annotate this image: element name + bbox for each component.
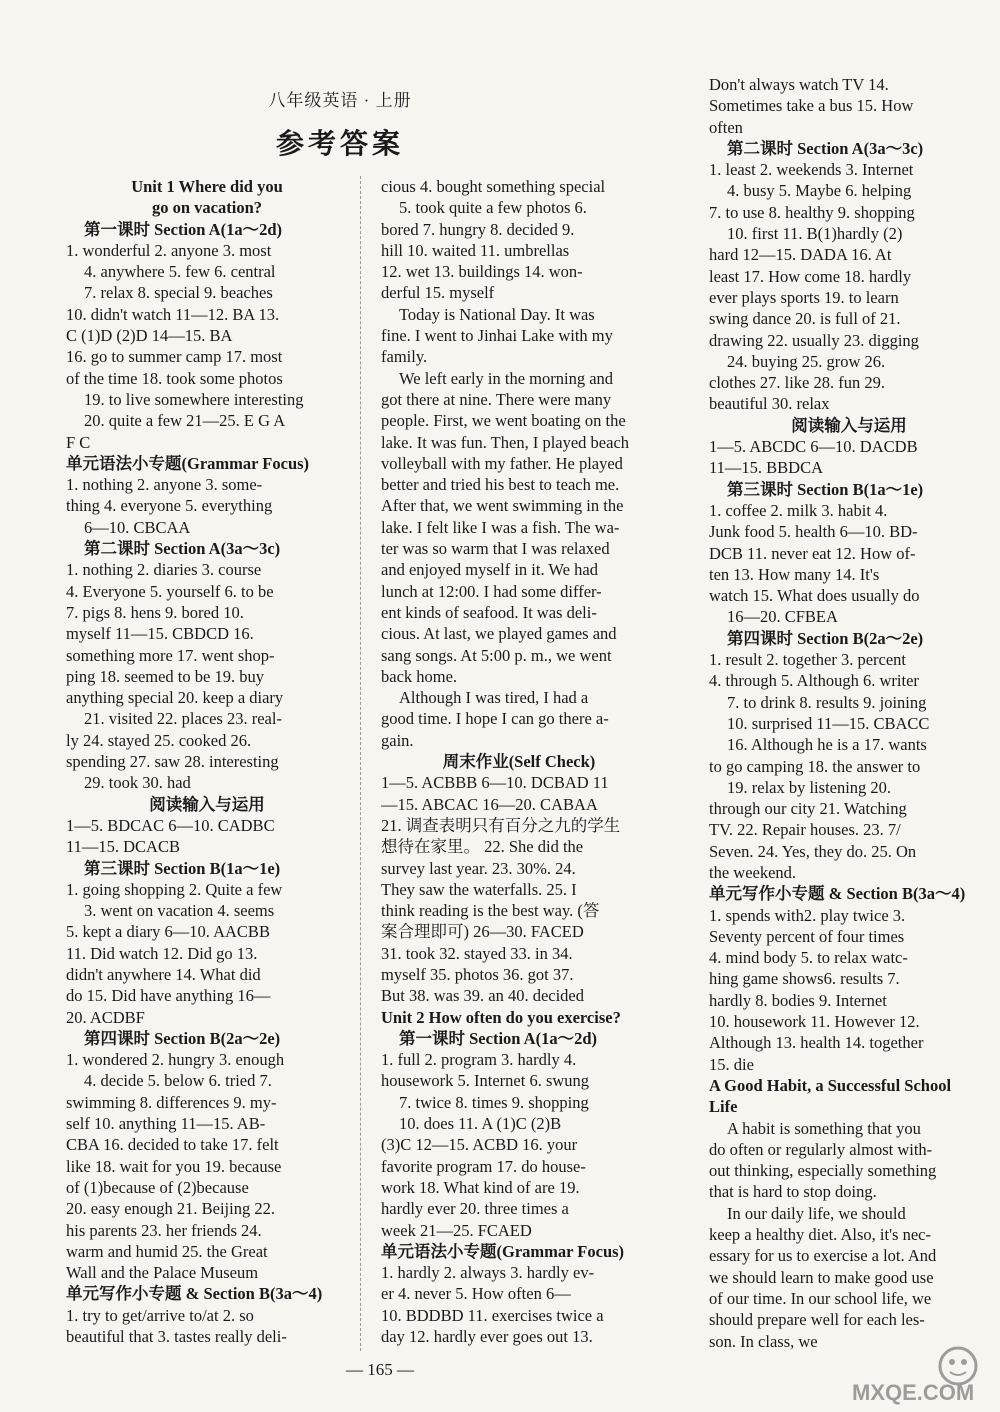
answer-line: myself 35. photos 36. got 37. bbox=[381, 964, 574, 984]
answer-line: people. First, we went boating on the bbox=[381, 411, 626, 431]
answer-line: Although I was tired, I had a bbox=[399, 688, 589, 708]
answer-line: 16. go to summer camp 17. most bbox=[66, 347, 283, 367]
answer-line: Unit 1 Where did you bbox=[131, 177, 283, 196]
answer-line: 4. through 5. Although 6. writer bbox=[709, 671, 919, 691]
answer-line: that is hard to stop doing. bbox=[709, 1182, 877, 1202]
answer-line: 7. twice 8. times 9. shopping bbox=[399, 1092, 589, 1112]
answer-line: back home. bbox=[381, 666, 458, 686]
answer-line: 1—5. ACBBB 6—10. DCBAD 11 bbox=[381, 773, 609, 793]
page-number: — 165 — bbox=[346, 1360, 414, 1379]
answer-line: 24. buying 25. grow 26. bbox=[727, 351, 886, 371]
answer-line: Junk food 5. health 6—10. BD- bbox=[709, 522, 918, 542]
answer-line: fine. I went to Jinhai Lake with my bbox=[381, 326, 613, 346]
answer-line: thing 4. everyone 5. everything bbox=[66, 496, 273, 516]
answer-line: 7. to use 8. healthy 9. shopping bbox=[709, 202, 915, 222]
column-divider bbox=[360, 176, 361, 1351]
answer-line: cious 4. bought something special bbox=[381, 177, 606, 196]
answer-line: of the time 18. took some photos bbox=[66, 368, 283, 388]
answer-line: 20. quite a few 21—25. E G A bbox=[84, 411, 286, 431]
answer-line: hardly ever 20. three times a bbox=[381, 1199, 569, 1219]
answer-line: 4. anywhere 5. few 6. central bbox=[84, 262, 276, 282]
answer-line: essary for us to exercise a lot. And bbox=[709, 1246, 937, 1266]
answer-line: housework 5. Internet 6. swung bbox=[381, 1071, 590, 1091]
answer-line: watch 15. What does usually do bbox=[709, 586, 920, 606]
answer-line: cious. At last, we played games and bbox=[381, 624, 617, 644]
answer-line: Wall and the Palace Museum bbox=[66, 1263, 259, 1283]
answer-line: 单元语法小专题(Grammar Focus) bbox=[66, 453, 310, 473]
answer-line: 12. wet 13. buildings 14. won- bbox=[381, 262, 583, 282]
answer-line: er 4. never 5. How often 6— bbox=[381, 1284, 571, 1304]
answer-column-2 bbox=[381, 176, 657, 1347]
answer-line: go on vacation? bbox=[151, 198, 262, 218]
answer-line: 10. surprised 11—15. CBACC bbox=[727, 713, 930, 733]
answer-line: think reading is the best way. (答 bbox=[381, 901, 600, 921]
answer-column-1 bbox=[66, 176, 348, 1347]
answer-line: spending 27. saw 28. interesting bbox=[66, 752, 279, 772]
page-title: 参考答案 bbox=[275, 129, 404, 160]
answer-line: do 15. Did have anything 16— bbox=[66, 986, 271, 1006]
answer-line: through our city 21. Watching bbox=[709, 799, 907, 819]
answer-line: of (1)because of (2)because bbox=[66, 1177, 249, 1197]
watermark-logo bbox=[848, 1342, 988, 1406]
answer-line: the weekend. bbox=[709, 862, 797, 882]
answer-line: do often or regularly almost with- bbox=[709, 1139, 933, 1159]
answer-line: 单元语法小专题(Grammar Focus) bbox=[381, 1241, 625, 1261]
answer-line: 案合理即可) 26—30. FACED bbox=[381, 922, 584, 942]
answer-line: anything special 20. keep a diary bbox=[66, 688, 284, 708]
answer-line: beautiful that 3. tastes really deli- bbox=[66, 1327, 287, 1347]
answer-line: of our time. In our school life, we bbox=[709, 1288, 932, 1308]
answer-line: Seventy percent of four times bbox=[709, 926, 905, 946]
answer-line: After that, we went swimming in the bbox=[381, 496, 624, 516]
answer-line: 4. decide 5. below 6. tried 7. bbox=[84, 1071, 272, 1091]
answer-line: 10. housework 11. However 12. bbox=[709, 1012, 920, 1032]
answer-line: In our daily life, we should bbox=[727, 1203, 906, 1223]
answer-line: 16—20. CFBEA bbox=[727, 607, 838, 627]
answer-line: C (1)D (2)D 14—15. BA bbox=[66, 326, 233, 346]
answer-line: ten 13. How many 14. It's bbox=[709, 564, 880, 584]
answer-line: something more 17. went shop- bbox=[66, 645, 275, 665]
answer-line: Seven. 24. Yes, they do. 25. On bbox=[709, 841, 917, 861]
answer-line: 19. to live somewhere interesting bbox=[84, 389, 304, 409]
answer-line: We left early in the morning and bbox=[399, 368, 614, 388]
answer-line: 第四课时 Section B(2a～2e) bbox=[727, 628, 924, 648]
answer-line: 单元写作小专题 & Section B(3a～4) bbox=[709, 884, 966, 904]
answer-line: gain. bbox=[381, 730, 414, 750]
answer-line: 1. wonderful 2. anyone 3. most bbox=[66, 240, 272, 260]
answer-line: hard 12—15. DADA 16. At bbox=[709, 245, 892, 265]
answer-line: derful 15. myself bbox=[381, 283, 495, 303]
answer-line: 6—10. CBCAA bbox=[84, 517, 191, 537]
answer-line: 第二课时 Section A(3a～3c) bbox=[727, 138, 924, 158]
answer-line: sang songs. At 5:00 p. m., we went bbox=[381, 645, 612, 665]
answer-line: hardly 8. bodies 9. Internet bbox=[709, 990, 887, 1010]
answer-line: 第二课时 Section A(3a～3c) bbox=[84, 539, 281, 559]
answer-line: CBA 16. decided to take 17. felt bbox=[66, 1135, 279, 1155]
answer-line: 10. didn't watch 11—12. BA 13. bbox=[66, 304, 280, 324]
answer-line: lake. I felt like I was a fish. The wa- bbox=[381, 517, 620, 537]
answer-line: 单元写作小专题 & Section B(3a～4) bbox=[66, 1284, 323, 1304]
answer-line: 7. to drink 8. results 9. joining bbox=[727, 692, 927, 712]
answer-line: 21. visited 22. places 23. real- bbox=[84, 709, 282, 729]
answer-line: 1. least 2. weekends 3. Internet bbox=[709, 160, 914, 180]
answer-line: 15. die bbox=[709, 1054, 754, 1074]
answer-line: family. bbox=[381, 347, 428, 367]
answer-line: lunch at 12:00. I had some differ- bbox=[381, 581, 602, 601]
answer-line: to go camping 18. the answer to bbox=[709, 756, 921, 776]
answer-line: often bbox=[709, 117, 743, 137]
answer-line: (3)C 12—15. ACBD 16. your bbox=[381, 1135, 578, 1155]
answer-line: 10. BDDBD 11. exercises twice a bbox=[381, 1305, 604, 1325]
answer-line: Sometimes take a bus 15. How bbox=[709, 96, 914, 116]
answer-line: day 12. hardly ever goes out 13. bbox=[381, 1327, 593, 1347]
answer-line: Unit 2 How often do you exercise? bbox=[381, 1007, 621, 1027]
answer-line: 1—5. ABCDC 6—10. DACDB bbox=[709, 437, 918, 457]
answer-line: ent kinds of seafood. It was deli- bbox=[381, 602, 597, 622]
answer-line: 1. nothing 2. anyone 3. some- bbox=[66, 475, 263, 495]
answer-line: better and tried his best to teach me. bbox=[381, 475, 620, 495]
answer-line: out thinking, especially something bbox=[709, 1161, 937, 1181]
answer-line: didn't anywhere 14. What did bbox=[66, 964, 261, 984]
answer-line: 10. first 11. B(1)hardly (2) bbox=[727, 224, 903, 244]
answer-line: They saw the waterfalls. 25. I bbox=[381, 879, 577, 899]
answer-line: we should learn to make good use bbox=[709, 1267, 934, 1287]
answer-line: 21. 调查表明只有百分之九的学生 bbox=[381, 815, 621, 835]
answer-line: Life bbox=[709, 1097, 738, 1117]
answer-line: 1—5. BDCAC 6—10. CADBC bbox=[66, 815, 275, 835]
answer-line: like 18. wait for you 19. because bbox=[66, 1156, 282, 1176]
answer-line: 7. relax 8. special 9. beaches bbox=[84, 283, 273, 303]
answer-line: Today is National Day. It was bbox=[399, 304, 595, 324]
answer-line: hill 10. waited 11. umbrellas bbox=[381, 240, 570, 260]
answer-line: 3. went on vacation 4. seems bbox=[84, 901, 275, 921]
answer-line: ter was so warm that I was relaxed bbox=[381, 539, 610, 559]
subject-header: 八年级英语 · 上册 bbox=[268, 91, 412, 110]
answer-line: ever plays sports 19. to learn bbox=[709, 287, 899, 307]
answer-line: clothes 27. like 28. fun 29. bbox=[709, 373, 885, 393]
answer-line: 1. wondered 2. hungry 3. enough bbox=[66, 1050, 285, 1070]
answer-line: 1. result 2. together 3. percent bbox=[709, 650, 907, 670]
answer-line: got there at nine. There were many bbox=[381, 389, 612, 409]
answer-line: 1. full 2. program 3. hardly 4. bbox=[381, 1050, 577, 1070]
answer-line: Don't always watch TV 14. bbox=[709, 75, 889, 94]
answer-line: drawing 22. usually 23. digging bbox=[709, 330, 919, 350]
answer-line: 1. hardly 2. always 3. hardly ev- bbox=[381, 1263, 595, 1283]
answer-line: 4. mind body 5. to relax watc- bbox=[709, 948, 908, 968]
answer-line: 第一课时 Section A(1a～2d) bbox=[84, 219, 282, 239]
answer-line: TV. 22. Repair houses. 23. 7/ bbox=[709, 820, 901, 840]
answer-line: 16. Although he is a 17. wants bbox=[727, 735, 927, 755]
answer-line: ly 24. stayed 25. cooked 26. bbox=[66, 730, 252, 750]
answer-line: volleyball with my father. He played bbox=[381, 453, 623, 473]
answer-line: 31. took 32. stayed 33. in 34. bbox=[381, 943, 573, 963]
answer-line: work 18. What kind of are 19. bbox=[381, 1177, 580, 1197]
watermark-text: MXQE.COM bbox=[852, 1380, 975, 1405]
answer-line: 5. took quite a few photos 6. bbox=[399, 198, 587, 218]
answer-line: —15. ABCAC 16—20. CABAA bbox=[381, 794, 598, 814]
answer-line: 4. busy 5. Maybe 6. helping bbox=[727, 181, 912, 201]
answer-line: 7. pigs 8. hens 9. bored 10. bbox=[66, 602, 244, 622]
answer-line: 10. does 11. A (1)C (2)B bbox=[399, 1114, 562, 1134]
answer-line: 19. relax by listening 20. bbox=[727, 777, 892, 797]
answer-line: lake. It was fun. Then, I played beach bbox=[381, 432, 630, 452]
answer-line: 5. kept a diary 6—10. AACBB bbox=[66, 922, 270, 942]
answer-line: 4. Everyone 5. yourself 6. to be bbox=[66, 581, 274, 601]
answer-line: DCB 11. never eat 12. How of- bbox=[709, 543, 916, 563]
answer-line: 11—15. BBDCA bbox=[709, 458, 823, 478]
answer-line: good time. I hope I can go there a- bbox=[381, 709, 609, 729]
answer-line: 1. spends with2. play twice 3. bbox=[709, 905, 906, 925]
answer-line: 第一课时 Section A(1a～2d) bbox=[399, 1028, 597, 1048]
answer-line: 第四课时 Section B(2a～2e) bbox=[84, 1028, 281, 1048]
answer-line: swimming 8. differences 9. my- bbox=[66, 1092, 277, 1112]
answer-line: 1. try to get/arrive to/at 2. so bbox=[66, 1305, 254, 1325]
answer-line: swing dance 20. is full of 21. bbox=[709, 309, 901, 329]
answer-line: keep a healthy diet. Also, it's nec- bbox=[709, 1225, 931, 1245]
answer-line: F C bbox=[66, 432, 91, 452]
answer-line: should prepare well for each les- bbox=[709, 1310, 925, 1330]
answer-line: 阅读输入与运用 bbox=[149, 794, 265, 814]
answer-line: survey last year. 23. 30%. 24. bbox=[381, 858, 576, 878]
answer-line: 周末作业(Self Check) bbox=[442, 752, 596, 772]
answer-line: 20. easy enough 21. Beijing 22. bbox=[66, 1199, 275, 1219]
answer-line: 20. ACDBF bbox=[66, 1007, 145, 1027]
answer-line: 1. nothing 2. diaries 3. course bbox=[66, 560, 262, 580]
mascot-logo-icon bbox=[940, 1348, 976, 1384]
answer-line: favorite program 17. do house- bbox=[381, 1156, 586, 1176]
answer-line: warm and humid 25. the Great bbox=[66, 1241, 268, 1261]
answer-line: 1. coffee 2. milk 3. habit 4. bbox=[709, 500, 888, 520]
answer-line: 1. going shopping 2. Quite a few bbox=[66, 879, 283, 899]
answer-line: son. In class, we bbox=[709, 1331, 818, 1351]
answer-line: 第三课时 Section B(1a～1e) bbox=[727, 479, 924, 499]
answer-line: 11. Did watch 12. Did go 13. bbox=[66, 943, 258, 963]
answer-line: and enjoyed myself in it. We had bbox=[381, 560, 598, 580]
answer-line: self 10. anything 11—15. AB- bbox=[66, 1114, 266, 1134]
answer-line: 阅读输入与运用 bbox=[791, 415, 907, 435]
answer-line: beautiful 30. relax bbox=[709, 394, 830, 414]
answer-line: 第三课时 Section B(1a～1e) bbox=[84, 858, 281, 878]
answer-line: A Good Habit, a Successful School bbox=[709, 1075, 952, 1095]
answer-column-3 bbox=[709, 74, 989, 1352]
answer-line: A habit is something that you bbox=[727, 1118, 921, 1138]
answer-line: his parents 23. her friends 24. bbox=[66, 1220, 262, 1240]
answer-line: ping 18. seemed to be 19. buy bbox=[66, 666, 264, 686]
answer-line: bored 7. hungry 8. decided 9. bbox=[381, 219, 575, 239]
answer-line: But 38. was 39. an 40. decided bbox=[381, 986, 585, 1006]
answer-line: Although 13. health 14. together bbox=[709, 1033, 924, 1053]
answer-line: least 17. How come 18. hardly bbox=[709, 266, 912, 286]
answer-line: 想待在家里。 22. She did the bbox=[381, 837, 584, 857]
answer-line: 29. took 30. had bbox=[84, 773, 191, 793]
answer-line: myself 11—15. CBDCD 16. bbox=[66, 624, 254, 644]
answer-line: week 21—25. FCAED bbox=[381, 1220, 532, 1240]
answer-line: hing game shows6. results 7. bbox=[709, 969, 900, 989]
answer-line: 11—15. DCACB bbox=[66, 837, 180, 857]
